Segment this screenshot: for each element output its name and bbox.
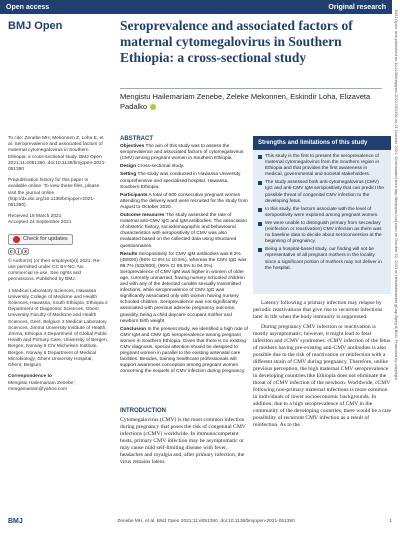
- correspondence-block: [8, 374, 108, 393]
- journal-logo: BMJ Open: [8, 20, 63, 32]
- abstract-heading: ABSTRACT: [120, 136, 153, 142]
- bullet-icon: [258, 222, 262, 226]
- article-type-label: Original research: [328, 3, 386, 11]
- divider: [120, 88, 382, 89]
- introduction-text: Cytomegalovirus (CMV) is the most common infection during pregnancy that poses the risk of congenital CMV infections (cCMV) worldwide. In immunocompetent hosts, primary CMV infection may be asymptomatic or may cause mild self-limiting disease with fever, headaches and myalgia and, after primary infection, the virus remains latent.: [120, 417, 246, 465]
- abstract-setting: [120, 172, 248, 190]
- strength-text: The study assessed both anti-cytomegalovirus (CMV) IgG and anti-CMV IgM seropositivity that can predict the possible threat of congenital CMV infection to the developing fetus.: [265, 180, 384, 204]
- abstract-participants: [120, 193, 248, 211]
- abstract-section: [120, 136, 248, 377]
- correspondence-label: Correspondence to: [8, 374, 52, 380]
- open-access-label: Open access: [6, 3, 50, 11]
- article-title: Seroprevalence and associated factors of maternal cytomegalovirus in Southern Ethiopia: a cross-sectional study: [120, 18, 353, 65]
- page-number: 1: [389, 518, 392, 524]
- design-text: Cross-sectional study.: [137, 164, 185, 170]
- accepted-date: Accepted 24 September 2021: [8, 220, 72, 226]
- bullet-icon: [258, 181, 262, 185]
- cite-block: To cite: Zenebe MH, Mekonnen Z, Loha E, et al. Seroprevalence and associated factors of maternal cytomegalovirus in Southern Ethiopia: a cross-sectional study. BMJ Open 2021;11:e051390. doi:10.1136/bmjopen-2021-051390: [8, 136, 106, 173]
- conclusion-text: In the present study, we identified a high rate of CMV IgM and CMV IgG seroprevalence among pregnant women in Southern Ethiopia. Given that there is no existing CMV diagnosis, special attention should be designed to pregnant women in parallel to the existing antenatal care facilities. Besides, training healthcare professionals will support awareness conception among pregnant women concerning the sequels of CMV infection during pregnancy.: [120, 326, 248, 375]
- strength-text: In this study, the factors associate with the level of seropositivity were explored among pregnant women.: [265, 206, 379, 218]
- orcid-icon[interactable]: [150, 104, 156, 110]
- results-text: Seropositivity for CMV IgM antibodies was 8.2% (49/600) (95% CI 6% to 10.5%), whereas the CMV IgG was 88.7% (532/600), (95% CI 89.5% to 94.0%). Seroprevalence of CMV IgM was higher in women of older age, currently unmarried, having nursery schooled children and with any of the detected curable sexually transmitted infections, while seroprevalence of CMV IgG was significantly associated only with women having nursery schooled children. Seroprevalence was not significantly associated with previous adverse pregnancy outcome, gravidity, being a child daycare occupant mother and newborn birth weight.: [120, 251, 247, 324]
- introduction-heading: INTRODUCTION: [120, 408, 166, 414]
- check-updates-label: Check for updates: [23, 236, 68, 243]
- prepub-block: Prepublication history for this paper is available online. To view these files, please visit the journal online (http://dx.doi.org/10.1136/bmjopen-2021-051390).: [8, 178, 100, 209]
- abstract-conclusion: [120, 327, 248, 376]
- footer-citation: Zenebe MH, et al. BMJ Open 2021;11:e051390. doi:10.1136/bmjopen-2021-051390: [117, 518, 295, 524]
- footer-logo: BMJ: [8, 517, 23, 525]
- strengths-list: [253, 150, 391, 278]
- body-paragraph: Latency following a primary infection may relapse by periodic reactivations that give rise to recurrent infections later in life when the body immunity is suppressed.: [253, 300, 383, 320]
- abstract-outcome: [120, 213, 248, 250]
- creative-commons-icon: ⓒⓘⓢ: [8, 248, 29, 256]
- outcome-label: Outcome measures: [120, 213, 165, 219]
- bullet-icon: [258, 155, 262, 159]
- participants-text: A total of 600 consecutive pregnant women attending the delivery ward were recruited for the study from August to October 2020.: [120, 192, 248, 210]
- crossmark-icon: [13, 236, 20, 243]
- design-label: Design: [120, 164, 136, 170]
- page-footer: [8, 515, 392, 527]
- copyright-block: © Author(s) (or their employer(s)) 2021. Re-use permitted under CC BY-NC. No commercial re-use. See rights and permissions. Published by BMJ.: [8, 258, 101, 283]
- strength-text: This study is the first to present the seroprevalence of maternal cytomegalovirus from the Southern region in Ethiopia and that provides the first awareness in medical, governmental and societal stakeholders.: [265, 154, 380, 178]
- bullet-icon: [258, 248, 262, 252]
- outcome-text: The study assessed the rate of maternal anti-CMV IgG and IgM antibodies. The association of obstetric history, sociodemographic and behavioural characteristics with seropositivity of CMV was also evaluated based on the collected data using structured questionnaires.: [120, 213, 248, 249]
- left-sidebar: [8, 136, 108, 398]
- body-paragraph: During pregnancy CMV infection or reactivation is mostly asymptomatic; however, it might lead to fetal infection and cCMV syndromes. cCMV infection of the fetus of mothers having pre-existing anti-CMV antibodies is also possible due to the risk of reactivation or reinfection with a different strain of CMV during pregnancy. Therefore, unlike previous perception, the high maternal CMV seroprevalence in developing countries like Ethiopia does not eliminate the threat of cCMV infection of the newborn. Worldwide, cCMV following non-primary maternal infections is more common in individuals of lower socioeconomic backgrounds. In addition, due to a high seroprevalence of CMV in the community of the developing countries, there would be a rare possibility of recurrent CMV infection as a result of reinfection. As to the: [253, 324, 391, 428]
- list-item: [258, 154, 386, 178]
- strengths-box: [253, 136, 391, 294]
- participants-label: Participants: [120, 192, 148, 198]
- objectives-label: Objectives: [120, 144, 145, 150]
- check-updates-button[interactable]: [8, 234, 73, 245]
- list-item: [258, 180, 386, 204]
- introduction-section: [120, 408, 248, 466]
- affiliations-block: 1 Medical Laboratory Sciences, Hawassa University College of Medicine and Health Sciences, Hawassa, South Ethiopia, Ethiopia 2 Department of Diagnostic Sciences, Ghent University Faculty of Medicine and Health Sciences, Gent, Belgium 3 Medical Laboratory Sciences, Jimma University Institute of Health, Jimma, Ethiopia 4 Department of Global Public Health and Primary Care, University of Bergen, Bergen, Norway 5 Chr Michelsen Institute, Bergen, Norway 6 Department of Medical Microbiology, Ghent University Hospital, Ghent, Belgium: [8, 288, 108, 369]
- setting-text: The study was conducted in Hawassa University comprehensive and specialised hospital, Hawassa, Southern Ethiopia.: [120, 172, 241, 190]
- objectives-text: The aim of this study was to assess the seroprevalence and associated factors of cytomegalovirus (CMV) among pregnant women in Southern Ethiopia.: [120, 144, 244, 162]
- strength-text: Being a hospital-based study, our finding will not be representative of all pregnant mothers in the locality since a significant portion of mothers may not deliver in the hospital.: [265, 247, 382, 271]
- conclusion-label: Conclusion: [120, 326, 147, 332]
- body-text-right: [253, 300, 391, 432]
- setting-label: Setting: [120, 172, 137, 178]
- abstract-design: [120, 164, 248, 170]
- download-notice: BMJ Open: first published as 10.1136/bmjopen-2021-051390 on 21 October 2021. Downloaded from http://bmjopen.bmj.com/ on October 22, 2021 at Helsebiblioteket gf-Isp Bjerg til BMJ. Protected by copyright.: [394, 10, 399, 381]
- received-date: Received 18 March 2021: [8, 214, 62, 220]
- list-item: [258, 247, 386, 271]
- top-banner: [0, 0, 392, 14]
- list-item: [258, 207, 386, 219]
- abstract-results: [120, 252, 248, 325]
- strengths-heading: Strengths and limitations of this study: [253, 136, 391, 150]
- correspondence-text[interactable]: Mengistu Hailemariam Zenebe; mengamariam@yahoo.com: [8, 380, 75, 392]
- list-item: [258, 221, 386, 245]
- bullet-icon: [258, 208, 262, 212]
- author-list: [120, 92, 382, 112]
- dates-block: [8, 214, 108, 226]
- authors-text: Mengistu Hailemariam Zenebe, Zeleke Mekonnen, Eskindir Loha, Elizaveta Padalko: [120, 92, 371, 111]
- results-label: Results: [120, 251, 138, 257]
- abstract-objectives: [120, 144, 248, 162]
- strength-text: We were unable to distinguish primary from secondary (reinfection or reactivation) CMV infection as there was no baseline data to decide about seroconversion at the beginning of pregnancy.: [265, 220, 382, 245]
